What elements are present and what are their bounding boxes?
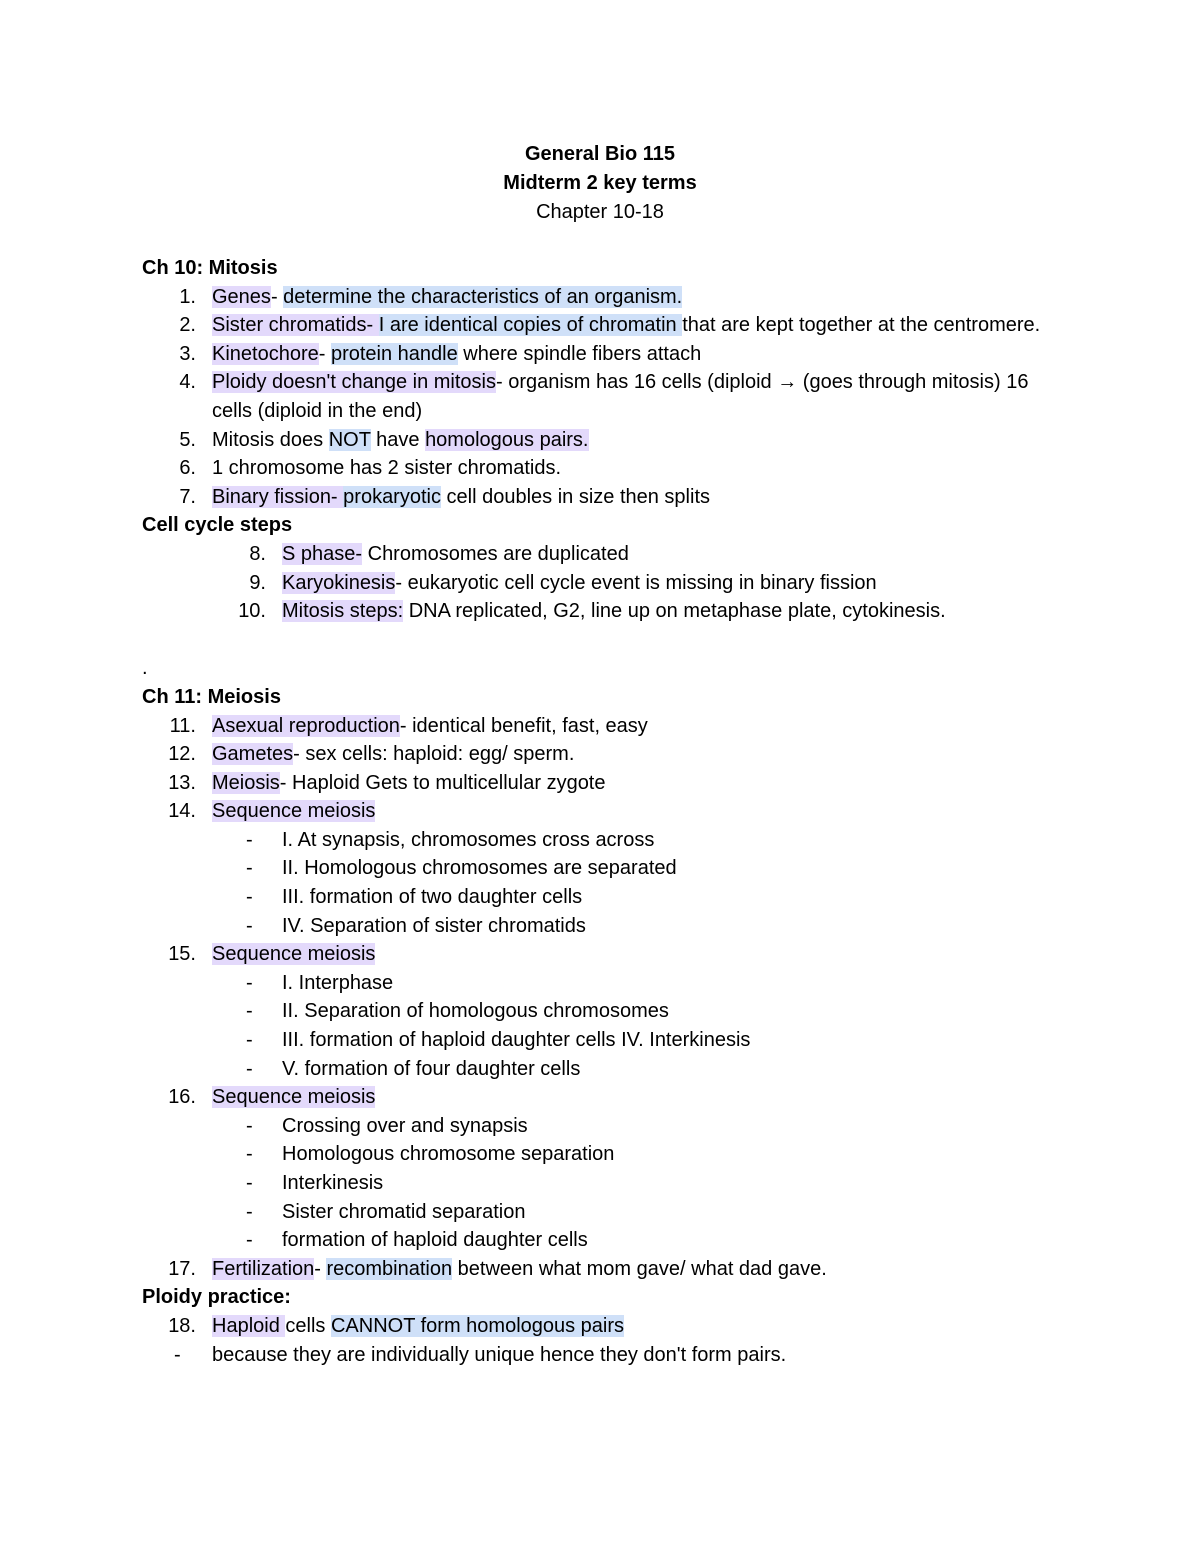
text: Homologous chromosome separation — [282, 1143, 615, 1166]
text: - — [318, 342, 331, 365]
sub-item — [142, 854, 1042, 883]
text: I. Interphase — [282, 971, 394, 994]
list-item — [142, 1083, 1042, 1112]
dash: - — [246, 1000, 253, 1023]
term: Ploidy doesn't change in mitosis — [212, 371, 496, 394]
list-item — [142, 597, 1042, 626]
dash: - — [246, 886, 253, 909]
item-number: 1. — [179, 285, 196, 308]
text: where spindle fibers attach — [457, 342, 702, 365]
sub-item — [142, 1198, 1042, 1227]
item-number: 6. — [179, 457, 196, 480]
definition: determine the characteristics of an organism. — [283, 285, 683, 308]
item-number: 9. — [249, 571, 266, 594]
term: Fertilization — [212, 1257, 315, 1280]
text: because they are individually unique hence they don't form pairs. — [212, 1343, 787, 1366]
item-number: 3. — [179, 342, 196, 365]
text: cells — [285, 1314, 331, 1337]
text: Interkinesis — [282, 1172, 384, 1194]
dash: - — [246, 828, 253, 851]
term: Sister chromatids — [212, 314, 367, 337]
dash: - — [246, 1057, 253, 1080]
section-heading-ploidy: Ploidy practice: — [142, 1286, 291, 1309]
notes-content — [142, 254, 1042, 1369]
sub-item — [142, 1140, 1042, 1169]
list-item — [142, 340, 1042, 369]
text: DNA replicated, G2, line up on metaphase plate, cytokinesis. — [403, 600, 946, 623]
definition: recombination — [326, 1257, 453, 1280]
list-item — [142, 483, 1042, 512]
term: Haploid — [212, 1314, 286, 1337]
list-item — [142, 740, 1042, 769]
text: III. formation of haploid daughter cells IV. Interkinesis — [282, 1029, 751, 1052]
term: Sequence meiosis — [212, 943, 376, 966]
document-title: General Bio 115 — [524, 143, 676, 165]
list-item — [142, 540, 1042, 569]
text: V. formation of four daughter cells — [282, 1057, 581, 1080]
term: Genes — [212, 285, 271, 308]
title-block — [0, 140, 1200, 227]
definition: prokaryotic — [343, 485, 441, 508]
item-number: 15. — [168, 943, 196, 966]
sub-item — [142, 883, 1042, 912]
dash: - — [246, 1172, 253, 1194]
text: - — [314, 1257, 327, 1280]
list-item — [142, 311, 1042, 340]
text: Crossing over and synapsis — [282, 1114, 528, 1137]
text: that are kept together at the centromere. — [682, 314, 1041, 337]
dash: - — [246, 971, 253, 994]
item-number: 14. — [168, 800, 196, 823]
sub-item — [142, 1341, 1042, 1370]
spacer — [142, 626, 1042, 655]
dash: - — [246, 1229, 253, 1252]
item-number: 17. — [168, 1257, 196, 1280]
term: Asexual reproduction — [212, 714, 400, 737]
dash: - — [246, 1114, 253, 1137]
term: Mitosis steps: — [282, 600, 404, 623]
list-item — [142, 797, 1042, 826]
text: - organism has 16 cells (diploid → (goes through mitosis) 16 cells (diploid in the end) — [212, 371, 1029, 422]
section-heading-ch10: Ch 10: Mitosis — [142, 257, 278, 279]
sub-item — [142, 997, 1042, 1026]
term: Binary fission- — [212, 485, 344, 508]
emphasis: NOT — [328, 428, 371, 451]
term: Kinetochore — [212, 342, 319, 365]
term: Karyokinesis — [282, 571, 396, 594]
dash: - — [246, 857, 253, 880]
sub-item — [142, 826, 1042, 855]
sub-item — [142, 1055, 1042, 1084]
item-number: 11. — [169, 714, 196, 737]
text: I. At synapsis, chromosomes cross across — [282, 828, 655, 851]
text: - identical benefit, fast, easy — [399, 714, 648, 737]
text: formation of haploid daughter cells — [282, 1229, 588, 1252]
list-item — [142, 368, 1042, 425]
sub-item — [142, 1169, 1042, 1198]
definition: protein handle — [330, 342, 458, 365]
list-item — [142, 454, 1042, 483]
sub-item — [142, 1026, 1042, 1055]
list-item — [142, 712, 1042, 741]
text: - eukaryotic cell cycle event is missing in binary fission — [395, 571, 877, 594]
sub-item — [142, 1112, 1042, 1141]
text: - — [366, 314, 379, 337]
text: between what mom gave/ what dad gave. — [452, 1257, 827, 1280]
text: III. formation of two daughter cells — [282, 886, 583, 909]
item-number: 18. — [168, 1314, 196, 1337]
list-item — [142, 940, 1042, 969]
text: II. Separation of homologous chromosomes — [282, 1000, 669, 1023]
term: Gametes — [212, 743, 294, 766]
chapter-range: Chapter 10-18 — [536, 201, 664, 223]
stray-dot: . — [142, 657, 148, 680]
text: cell doubles in size then splits — [440, 485, 711, 508]
sub-item — [142, 1226, 1042, 1255]
list-item — [142, 769, 1042, 798]
definition: I are identical copies of chromatin — [378, 314, 683, 337]
text: II. Homologous chromosomes are separated — [282, 857, 677, 880]
term: S phase- — [282, 542, 363, 565]
item-number: 16. — [168, 1086, 196, 1109]
item-number: 8. — [249, 542, 266, 565]
sub-item — [142, 969, 1042, 998]
list-item — [142, 1255, 1042, 1284]
item-number: 7. — [179, 485, 196, 508]
text: Sister chromatid separation — [282, 1200, 526, 1223]
section-heading-cell-cycle: Cell cycle steps — [142, 514, 293, 537]
dash: - — [246, 1029, 253, 1052]
term: homologous pairs. — [425, 428, 589, 451]
term: Meiosis — [212, 771, 280, 794]
text: 1 chromosome has 2 sister chromatids. — [212, 457, 562, 480]
item-number: 4. — [179, 371, 196, 394]
term: Sequence meiosis — [212, 1086, 376, 1109]
item-number: 5. — [179, 428, 196, 451]
sub-item — [142, 912, 1042, 941]
list-item — [142, 426, 1042, 455]
item-number: 2. — [179, 314, 196, 337]
item-number: 12. — [168, 743, 196, 766]
item-number: 10. — [238, 600, 266, 623]
text: - Haploid Gets to multicellular zygote — [279, 771, 606, 794]
text: Chromosomes are duplicated — [362, 542, 629, 565]
document-subtitle: Midterm 2 key terms — [503, 172, 697, 194]
text: IV. Separation of sister chromatids — [282, 914, 586, 937]
item-number: 13. — [168, 771, 196, 794]
dash: - — [246, 1143, 253, 1166]
text: Mitosis does — [212, 428, 329, 451]
dash: - — [246, 1200, 253, 1223]
definition: CANNOT form homologous pairs — [330, 1314, 625, 1337]
list-item — [142, 1312, 1042, 1341]
section-heading-ch11: Ch 11: Meiosis — [142, 685, 281, 708]
text: have — [370, 428, 426, 451]
text: - sex cells: haploid: egg/ sperm. — [293, 743, 575, 766]
list-item — [142, 569, 1042, 598]
dash: - — [246, 914, 253, 937]
list-item — [142, 283, 1042, 312]
term: Sequence meiosis — [212, 800, 376, 823]
text: - — [270, 285, 284, 308]
dash: - — [174, 1343, 181, 1366]
